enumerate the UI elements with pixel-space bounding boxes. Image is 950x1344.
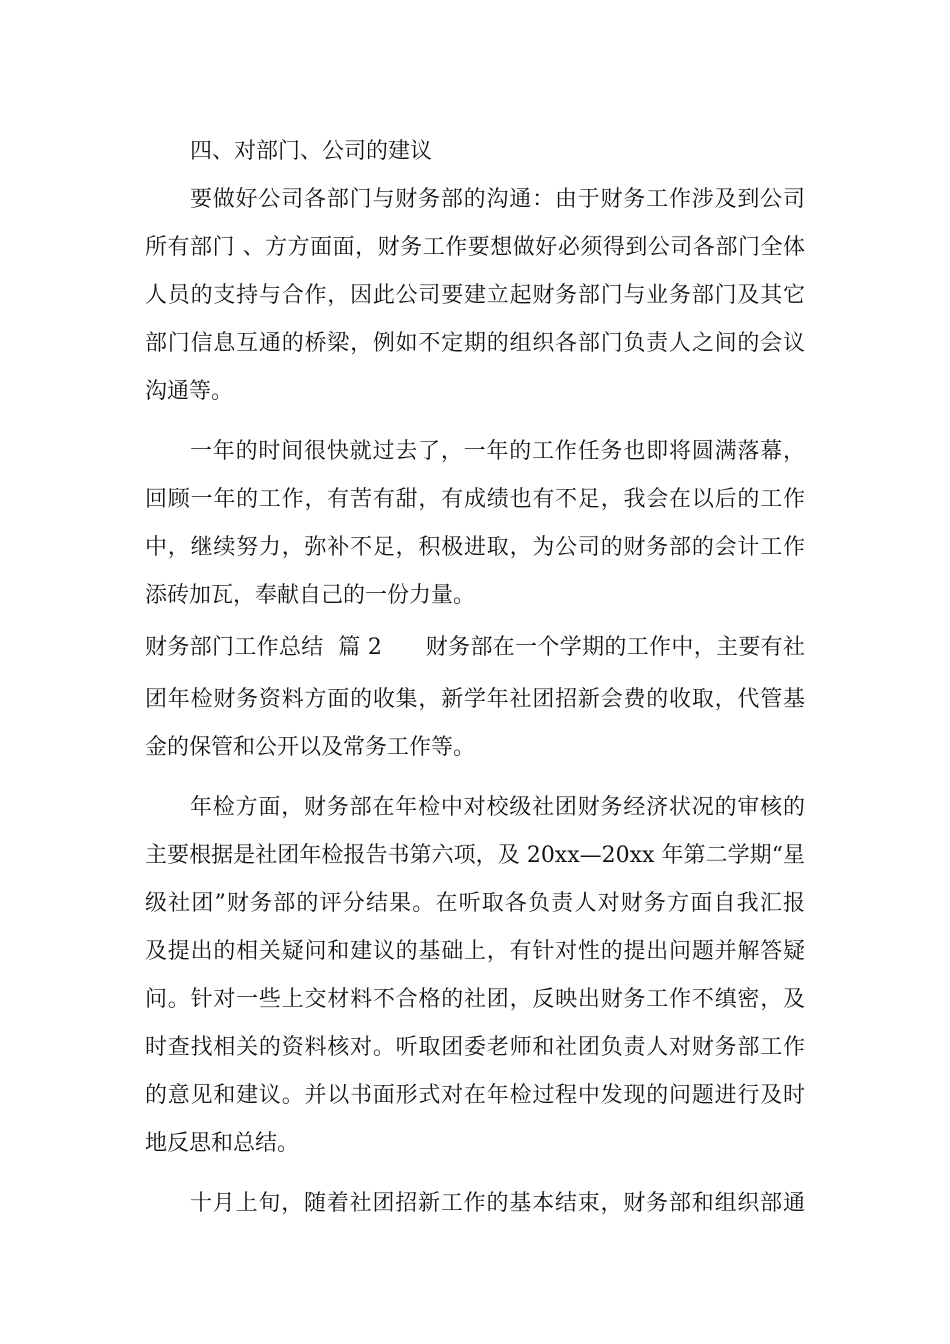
text-line: 人员的支持与合作，因此公司要建立起财务部门与业务部门及其它	[145, 283, 805, 308]
text-line: 级社团”财务部的评分结果。在听取各负责人对财务方面自我汇报	[145, 891, 805, 916]
text-line: 中，继续努力，弥补不足，积极进取，为公司的财务部的会计工作	[145, 535, 805, 560]
text-line: 的意见和建议。并以书面形式对在年检过程中发现的问题进行及时	[145, 1083, 805, 1108]
text-line: 所有部门 、方方面面，财务工作要想做好必须得到公司各部门全体	[145, 235, 805, 260]
text-line: 十月上旬，随着社团招新工作的基本结束，财务部和组织部通	[190, 1191, 805, 1216]
section-heading: 四、对部门、公司的建议	[190, 139, 433, 164]
text-line: 回顾一年的工作，有苦有甜，有成绩也有不足，我会在以后的工作	[145, 487, 805, 512]
text-line: 及提出的相关疑问和建议的基础上，有针对性的提出问题并解答疑	[145, 939, 805, 964]
text-line: 部门信息互通的桥梁，例如不定期的组织各部门负责人之间的会议	[145, 331, 805, 356]
text-line: 沟通等。	[145, 379, 234, 404]
text-line: 金的保管和公开以及常务工作等。	[145, 735, 476, 760]
text-line: 年检方面，财务部在年检中对校级社团财务经济状况的审核的	[190, 795, 805, 820]
text-line: 团年检财务资料方面的收集，新学年社团招新会费的收取，代管基	[145, 687, 805, 712]
text-line: 主要根据是社团年检报告书第六项，及 20xx—20xx 年第二学期“星	[145, 843, 805, 868]
text-line: 一年的时间很快就过去了，一年的工作任务也即将圆满落幕，	[190, 439, 805, 464]
text-line: 时查找相关的资料核对。听取团委老师和社团负责人对财务部工作	[145, 1035, 805, 1060]
text-line: 问。针对一些上交材料不合格的社团，反映出财务工作不缜密，及	[145, 987, 805, 1012]
text-line: 添砖加瓦，奉献自己的一份力量。	[145, 583, 476, 608]
text-line: 地反思和总结。	[145, 1131, 300, 1156]
article-title-line: 财务部门工作总结 篇 2 财务部在一个学期的工作中，主要有社	[145, 635, 806, 660]
text-line: 要做好公司各部门与财务部的沟通：由于财务工作涉及到公司	[190, 187, 805, 212]
